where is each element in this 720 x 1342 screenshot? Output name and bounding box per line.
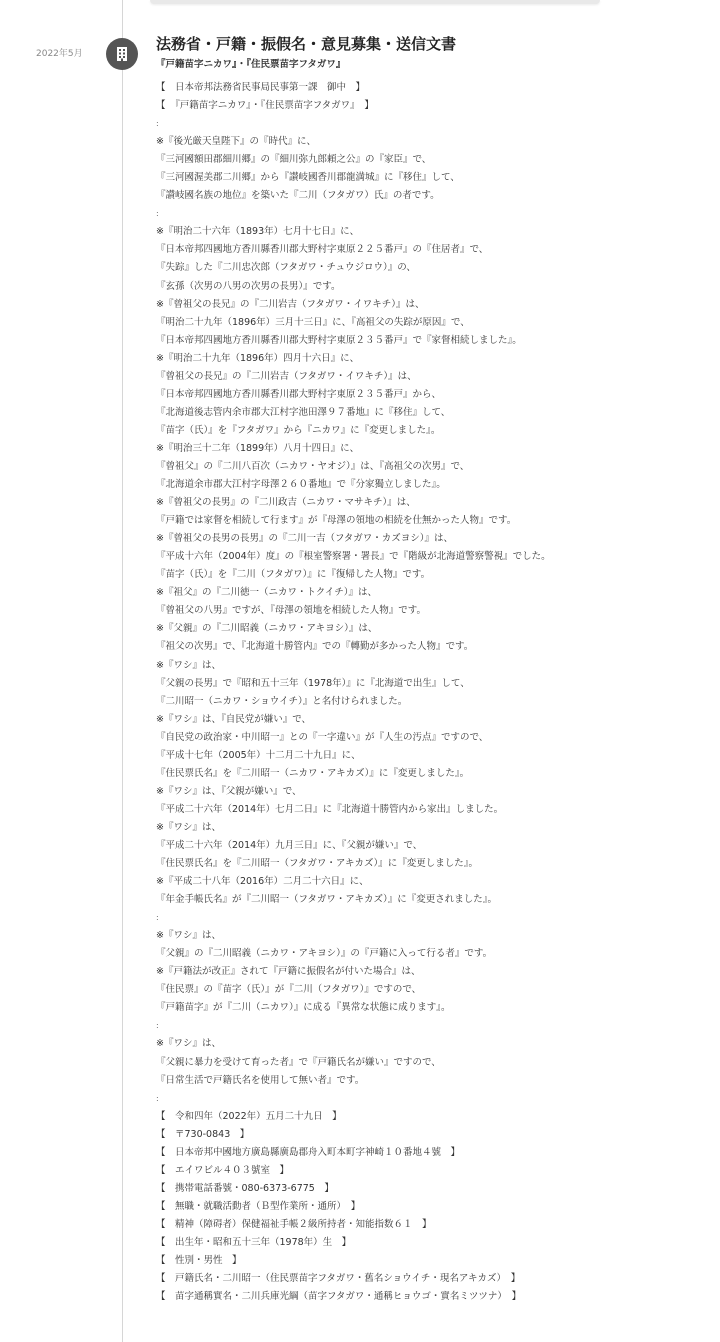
body-line: 『戸籍苗字』が『二川（ニカワ）』に成る『異常な状態に成ります』。: [156, 1002, 451, 1014]
body-line: 【 性別・男性 】: [156, 1255, 242, 1267]
body-line: ※『後光厳天皇陛下』の『時代』に、: [156, 136, 316, 148]
body-line: 『日常生活で戸籍氏名を使用して無い者』です。: [156, 1074, 365, 1086]
timeline-line: [122, 0, 123, 1342]
body-line: 『日本帝邦四國地方香川縣香川郡大野村字東原２２５番戸』の『住居者』で、: [156, 244, 489, 256]
separator-line: :: [156, 1093, 159, 1103]
body-line: ※『明治二十六年（1893年）七月十七日』に、: [156, 226, 360, 238]
body-line: 【 無職・就職活動者（Ｂ型作業所・通所） 】: [156, 1200, 361, 1212]
body-line: 『父親に暴力を受けて育った者』で『戸籍氏名が嫌い』ですので、: [156, 1056, 441, 1068]
post-article: [156, 34, 712, 1306]
body-line: 『曾祖父の長兄』の『二川岩吉（フタガワ・イワキチ）』は、: [156, 370, 417, 382]
body-line: ※『ワシ』は、: [156, 821, 221, 833]
body-line: 『住民票氏名』を『二川昭一（フタガワ・アキカズ）』に『変更しました』。: [156, 858, 478, 870]
body-line: 『北海道余市郡大江村字母澤２６０番地』で『分家獨立しました』。: [156, 479, 446, 491]
building-icon: [106, 38, 138, 70]
body-line: 【 出生年・昭和五十三年（1978年）生 】: [156, 1237, 352, 1248]
body-line: 『二川昭一（ニカワ・ショウイチ）』と名付けられました。: [156, 695, 408, 707]
body-line: 『玄孫（次男の八男の次男の長男）』です。: [156, 280, 341, 292]
body-line: ※『明治二十九年（1896年）四月十六日』に、: [156, 352, 360, 364]
body-line: 【 戸籍氏名・二川昭一（住民票苗字フタガワ・舊名ショウイチ・現名アキカズ） 】: [156, 1273, 521, 1285]
body-line: ※『ワシ』は、: [156, 1038, 221, 1050]
post-subtitle: 『戸籍苗字ニカワ』・『住民票苗字フタガワ』: [156, 59, 346, 70]
body-line: 『曾祖父』の『二川八百次（ニカワ・ヤオジ）』は、『高祖父の次男』で、: [156, 460, 470, 472]
body-line: 『年金手帳氏名』が『二川昭一（フタガワ・アキカズ）』に『変更されました』。: [156, 894, 497, 906]
body-line: 【 精神（障碍者）保健福祉手帳２級所持者・知能指数６１ 】: [156, 1218, 432, 1230]
body-line: 【 日本帝邦法務省民事局民事第一課 御中 】: [156, 82, 366, 93]
body-line: 【 携帯電話番號・080-6373-6775 】: [156, 1182, 334, 1194]
body-line: 『祖父の次男』で、『北海道十勝管内』での『轉勤が多かった人物』です。: [156, 641, 474, 653]
body-line: 【 苗字通稱實名・二川兵庫光綱（苗字フタガワ・通稱ヒョウゴ・實名ミツツナ） 】: [156, 1291, 522, 1303]
body-line: 『苗字（氏）』を『二川（フタガワ）』に『復帰した人物』です。: [156, 569, 431, 581]
post-title[interactable]: 法務省・戸籍・振假名・意見募集・送信文書: [156, 35, 457, 53]
separator-line: :: [156, 119, 159, 129]
body-line: 【 『戸籍苗字ニカワ』・『住民票苗字フタガワ』 】: [156, 100, 374, 112]
body-line: ※『ワシ』は、『自民党が嫌い』で、: [156, 713, 312, 725]
body-line: 『住民票氏名』を『二川昭一（ニカワ・アキカズ）』に『変更しました』。: [156, 767, 470, 779]
body-line: 『北海道後志管内余市郡大江村字池田澤９７番地』に『移住』して、: [156, 406, 451, 418]
body-line: ※『ワシ』は、: [156, 659, 221, 671]
body-line: 『三河國額田郡細川郷』の『細川弥九郎頼之公』の『家臣』で、: [156, 154, 432, 166]
body-line: ※『曾祖父の長男の長男』の『二川一吉（フタガワ・カズヨシ）』は、: [156, 533, 454, 545]
body-line: ※『平成二十八年（2016年）二月二十六日』に、: [156, 876, 369, 888]
body-line: 『三河國渥美郡二川郷』から『讃岐國香川郡龍満城』に『移住』して、: [156, 172, 460, 184]
body-line: ※『父親』の『二川昭義（ニカワ・アキヨシ）』は、: [156, 623, 378, 635]
body-line: 『父親』の『二川昭義（ニカワ・アキヨシ）』の『戸籍に入って行る者』です。: [156, 948, 493, 960]
body-line: ※『祖父』の『二川徳一（ニカワ・トクイチ）』は、: [156, 587, 378, 599]
body-line: 『苗字（氏）』を『フタガワ』から『ニカワ』に『変更しました』。: [156, 424, 441, 436]
separator-line: :: [156, 209, 159, 219]
post-body: [156, 79, 712, 1306]
body-line: 【 日本帝邦中國地方廣島縣廣島郡舟入町本町字神崎１０番地４號 】: [156, 1146, 461, 1158]
body-line: 【 〒730-0843 】: [156, 1128, 250, 1140]
body-line: ※『曾祖父の長兄』の『二川岩吉（フタガワ・イワキチ）』は、: [156, 298, 425, 310]
post-date: 2022年5月: [36, 49, 83, 59]
body-line: 『自民党の政治家・中川昭一』との『一字違い』が『人生の汚点』ですので、: [156, 731, 489, 743]
body-line: 『讃岐國名族の地位』を築いた『二川（フタガワ）氏』の者です。: [156, 190, 440, 202]
body-line: 『父親の長男』で『昭和五十三年（1978年）』に『北海道で出生』して、: [156, 677, 470, 689]
building-icon-glyph: [116, 46, 128, 62]
body-line: 『平成二十六年（2014年）九月三日』に、『父親が嫌い』で、: [156, 839, 423, 851]
separator-line: :: [156, 1021, 159, 1031]
body-line: 『失踪』した『二川忠次郎（フタガワ・チュウジロウ）』の、: [156, 262, 416, 274]
body-line: 『住民票』の『苗字（氏）』が『二川（フタガワ）』ですので、: [156, 984, 422, 996]
body-line: 『平成十七年（2005年）十二月二十九日』に、: [156, 749, 361, 761]
body-line: 【 令和四年（2022年）五月二十九日 】: [156, 1110, 342, 1122]
body-line: ※『戸籍法が改正』されて『戸籍に振假名が付いた場合』は、: [156, 966, 421, 978]
body-line: 『戸籍では家督を相続して行ます』が『母澤の領地の相続を仕無かった人物』です。: [156, 515, 517, 527]
body-line: 『日本帝邦四國地方香川縣香川郡大野村字東原２３５番戸』で『家督相続しました』。: [156, 334, 522, 346]
body-line: ※『曾祖父の長男』の『二川政吉（ニカワ・マサキチ）』は、: [156, 497, 416, 509]
body-line: ※『ワシ』は、『父親が嫌い』で、: [156, 785, 302, 797]
body-line: ※『明治三十二年（1899年）八月十四日』に、: [156, 442, 360, 454]
body-line: 【 エイワビル４０３號室 】: [156, 1164, 290, 1176]
body-line: 『平成二十六年（2014年）七月二日』に『北海道十勝管内から家出』しました。: [156, 803, 504, 815]
separator-line: :: [156, 913, 159, 923]
body-line: ※『ワシ』は、: [156, 930, 221, 942]
body-line: 『曾祖父の八男』ですが、『母澤の領地を相続した人物』です。: [156, 605, 426, 617]
top-card-edge: [150, 0, 600, 4]
body-line: 『平成十六年（2004年）度』の『根室警察署・署長』で『階級が北海道警察警視』でした。: [156, 551, 551, 563]
body-line: 『日本帝邦四國地方香川縣香川郡大野村字東原２３５番戸』から、: [156, 388, 442, 400]
body-line: 『明治二十九年（1896年）三月十三日』に、『高祖父の失踪が原因』で、: [156, 316, 470, 328]
